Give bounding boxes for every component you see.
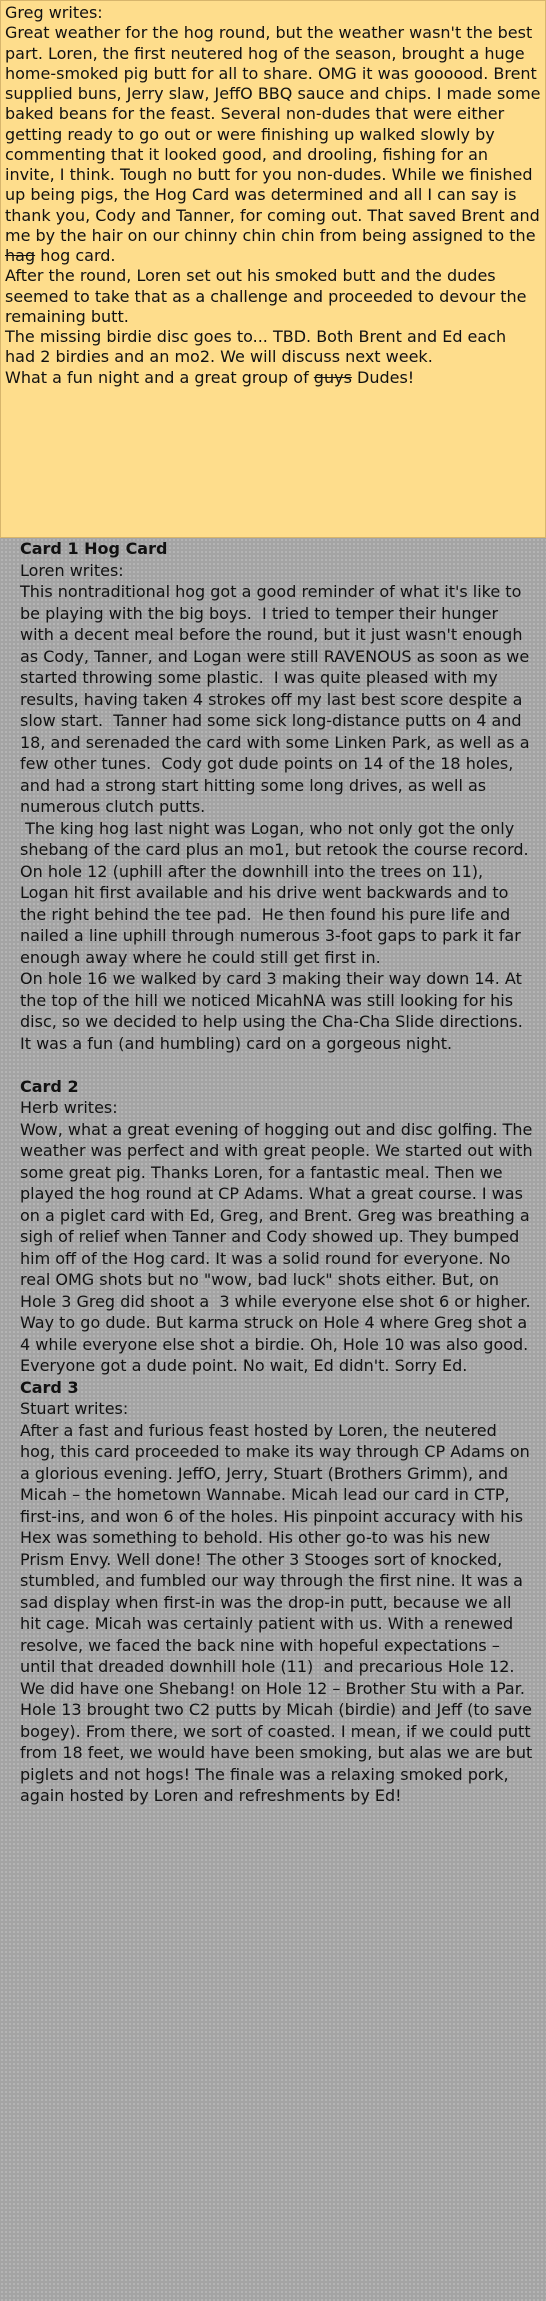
- card-1-author: Loren writes:: [20, 560, 124, 580]
- card-1-paragraph-1: This nontraditional hog got a good reminder of what it's like to be playing with the big boys. I tried to temper their hunger with a decent meal before the round, but it just wasn't enough as Cody, Tanner, and Logan were still RAVENOUS as soon as we started throwing some plastic. I was quite pleased with my results, having taken 4 strokes off my last best score despite a slow start. Tanner had some sick long-distance putts on 4 and 18, and serenaded the card with some Linken Park, as well as a few other tunes. Cody got dude points on 14 of the 18 holes, and had a strong start hitting some long drives, as well as numerous clutch putts.: [20, 582, 535, 816]
- greg-intro: Greg writes:: [5, 3, 103, 22]
- card-2-paragraph-1: Wow, what a great evening of hogging out and disc golfing. The weather was perfect and with great people. We started out with some great pig. Thanks Loren, for a fantastic meal. Then we played the hog round at CP Adams. What a great course. I was on a piglet card with Ed, Greg, and Brent. Greg was breathing a sigh of relief when Tanner and Cody showed up. They bumped him off of the Hog card. It was a solid round for everyone. No real OMG shots but no "wow, bad luck" shots either. But, on Hole 3 Greg did shoot a 3 while everyone else shot 6 or higher. Way to go dude. But karma struck on Hole 4 where Greg shot a 4 while everyone else shot a birdie. Oh, Hole 10 was also good. Everyone got a dude point. No wait, Ed didn't. Sorry Ed.: [20, 1119, 538, 1375]
- spacer: [20, 1054, 534, 1076]
- greg-paragraph-1-end: hog card.: [35, 246, 116, 265]
- greg-paragraph-4-text: What a fun night and a great group of: [5, 367, 314, 387]
- card-3-title: Card 3: [20, 1377, 79, 1397]
- greg-report-box: [0, 0, 546, 538]
- greg-paragraph-4: [5, 368, 541, 388]
- greg-paragraph-1-strikethrough: hag: [5, 246, 36, 265]
- card-1-paragraph-2: The king hog last night was Logan, who not only got the only shebang of the card plus an mo1, but retook the course record. On hole 12 (uphill after the downhill into the trees on 11), Logan hit first available and his drive went backwards and to the right behind the tee pad. He then found his pure life and nailed a line uphill through numerous 3-foot gaps to park it far enough away where he could still get first in.: [20, 818, 539, 967]
- greg-paragraph-4-strikethrough: guys: [313, 367, 352, 387]
- card-3-author: Stuart writes:: [20, 1399, 129, 1418]
- greg-paragraph-3: The missing birdie disc goes to... TBD. Both Brent and Ed each had 2 birdies and an mo2. We will discuss next week.: [5, 327, 512, 367]
- greg-paragraph-1: [5, 23, 546, 266]
- card-reports-box: [0, 538, 546, 2301]
- card-1-title: Card 1 Hog Card: [20, 539, 168, 558]
- card-2-author: Herb writes:: [20, 1098, 118, 1117]
- greg-paragraph-4-end: Dudes!: [351, 367, 415, 387]
- card-1-paragraph-3: On hole 16 we walked by card 3 making their way down 14. At the top of the hill we noticed MicahNA was still looking for his disc, so we decided to help using the Cha-Cha Slide directions. It was a fun (and humbling) card on a gorgeous night.: [20, 969, 534, 1053]
- greg-paragraph-2: After the round, Loren set out his smoked butt and the dudes seemed to take that as a challenge and proceeded to devour the remaining butt.: [5, 266, 532, 326]
- greg-paragraph-1-text: Great weather for the hog round, but the weather wasn't the best part. Loren, the first neutered hog of the season, brought a huge home-smoked pig butt for all to share. OMG it was goooood. Brent supplied buns, Jerry slaw, JeffO BBQ sauce and chips. I made some baked beans for the feast. Several non-dudes that were either getting ready to go out or were finishing up walked slowly by commenting that it looked good, and drooling, fishing for an invite, I think. Tough no butt for you non-dudes. While we finished up being pigs, the Hog Card was determined and all I can say is thank you, Cody and Tanner, for coming out. That saved Brent and me by the hair on our chinny chin chin from being assigned to the: [5, 23, 546, 245]
- card-2-title: Card 2: [20, 1076, 79, 1096]
- card-3-paragraph-1: After a fast and furious feast hosted by Loren, the neutered hog, this card proceeded to make its way through CP Adams on a glorious evening. JeffO, Jerry, Stuart (Brothers Grimm), and Micah – the hometown Wannabe. Micah lead our card in CTP, first-ins, and won 6 of the holes. His pinpoint accuracy with his Hex was something to behold. His other go-to was his new Prism Envy. Well done! The other 3 Stooges sort of knocked, stumbled, and fumbled our way through the first nine. It was a sad display when first-in was the drop-in putt, because we all hit cage. Micah was certainly patient with us. With a renewed resolve, we faced the back nine with hopeful expectations – until that dreaded downhill hole (11) and precarious Hole 12. We did have one Shebang! on Hole 12 – Brother Stu with a Par. Hole 13 brought two C2 putts by Micah (birdie) and Jeff (to save bogey). From there, we sort of coasted. I mean, if we could putt from 18 feet, we would have been smoking, but alas we are but piglets and not hogs! The finale was a relaxing smoked pork, again hosted by Loren and refreshments by Ed!: [20, 1420, 538, 1805]
